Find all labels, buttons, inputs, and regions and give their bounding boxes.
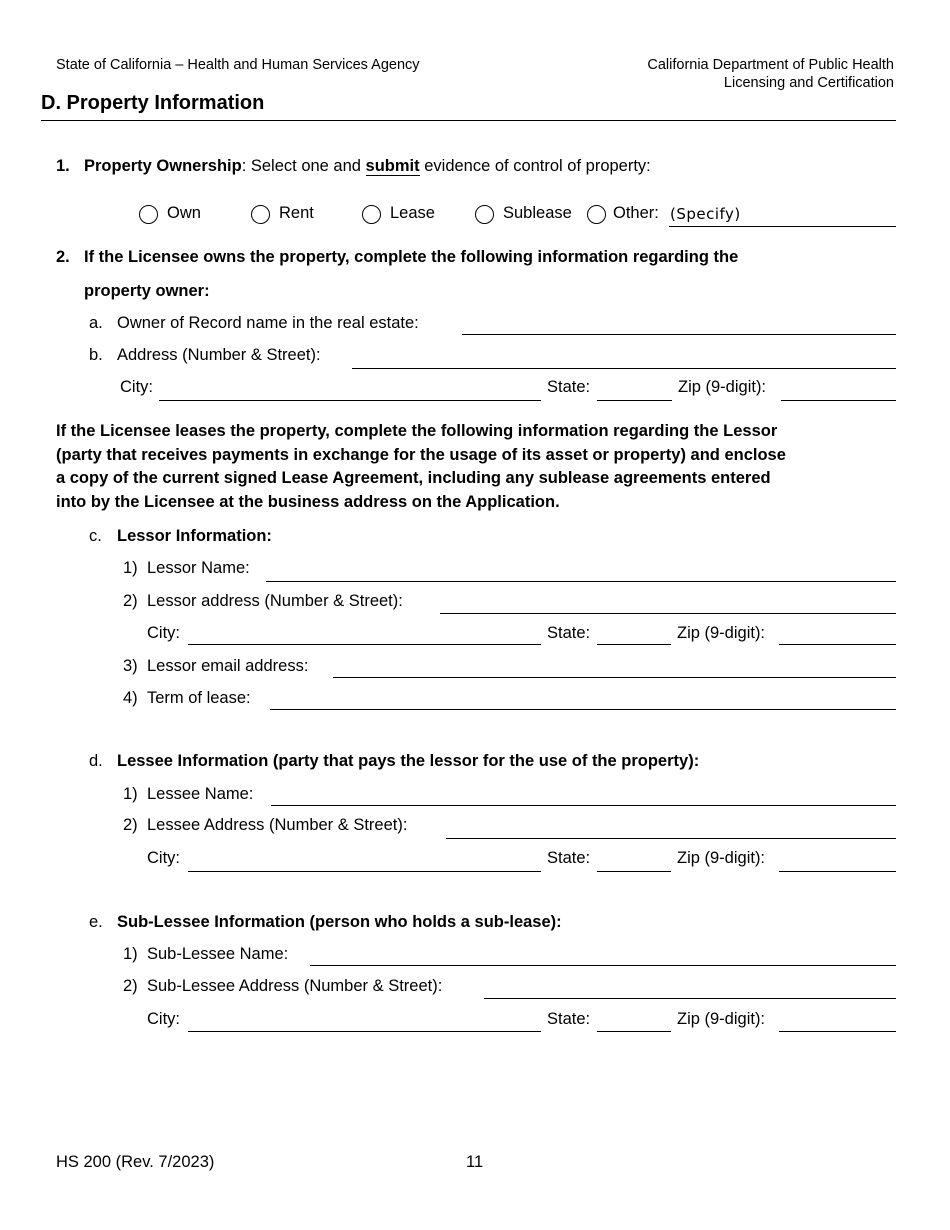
q2-number: 2. xyxy=(56,248,70,266)
lessee-zip-field[interactable] xyxy=(779,850,896,872)
owner-zip-label: Zip (9-digit): xyxy=(678,378,767,396)
section-divider xyxy=(41,120,896,121)
sublessee-zip-label: Zip (9-digit): xyxy=(677,1010,766,1028)
radio-lease[interactable] xyxy=(362,205,381,224)
q2-line2: property owner: xyxy=(84,282,210,300)
c3-num: 3) xyxy=(123,657,138,675)
q1-text-a: : Select one and xyxy=(241,157,366,175)
q1-number: 1. xyxy=(56,157,70,175)
lease-instructions xyxy=(56,420,886,514)
e1-num: 1) xyxy=(123,945,138,963)
sublessee-zip-field[interactable] xyxy=(779,1010,896,1032)
lessor-city-field[interactable] xyxy=(188,623,541,645)
e1-label: Sub-Lessee Name: xyxy=(147,945,289,963)
lessee-zip-label: Zip (9-digit): xyxy=(677,849,766,867)
lease-instructions-line2: (party that receives payments in exchange for the usage of its asset or property) and enclose xyxy=(56,445,786,464)
other-specify-field[interactable] xyxy=(669,205,896,227)
q2b-letter: b. xyxy=(89,346,103,364)
d-letter: d. xyxy=(89,752,103,770)
e-title: Sub-Lessee Information (person who holds a sub-lease): xyxy=(117,913,562,931)
other-specify-placeholder: (Specify) xyxy=(670,205,741,223)
d2-num: 2) xyxy=(123,816,138,834)
radio-rent[interactable] xyxy=(251,205,270,224)
lessor-state-label: State: xyxy=(547,624,591,642)
sublessee-city-field[interactable] xyxy=(188,1010,541,1032)
owner-city-field[interactable] xyxy=(159,379,541,401)
header-division: Licensing and Certification xyxy=(723,75,894,91)
q1-text xyxy=(84,157,651,176)
e2-num: 2) xyxy=(123,977,138,995)
q2-line1: If the Licensee owns the property, complete the following information regarding the xyxy=(84,248,739,266)
lessee-name-field[interactable] xyxy=(271,784,896,806)
radio-other-label: Other: xyxy=(613,204,659,222)
d-title: Lessee Information (party that pays the lessor for the use of the property): xyxy=(117,752,700,770)
owner-state-field[interactable] xyxy=(597,379,672,401)
e-letter: e. xyxy=(89,913,103,931)
sublessee-city-label: City: xyxy=(147,1010,180,1028)
radio-lease-label: Lease xyxy=(390,204,435,222)
owner-address-field[interactable] xyxy=(352,347,896,369)
q2a-letter: a. xyxy=(89,314,103,332)
radio-sublease-label: Sublease xyxy=(503,204,572,222)
q1-text-b: evidence of control of property: xyxy=(419,157,651,175)
footer-form-id: HS 200 (Rev. 7/2023) xyxy=(56,1153,215,1171)
q2b-label: Address (Number & Street): xyxy=(117,346,321,364)
d2-label: Lessee Address (Number & Street): xyxy=(147,816,408,834)
footer-page-number: 11 xyxy=(466,1153,484,1171)
c-letter: c. xyxy=(89,527,102,545)
lessor-zip-label: Zip (9-digit): xyxy=(677,624,766,642)
owner-state-label: State: xyxy=(547,378,591,396)
c-title: Lessor Information: xyxy=(117,527,272,545)
header-department: California Department of Public Health xyxy=(647,57,894,73)
q1-label: Property Ownership xyxy=(84,157,242,175)
sublessee-address-field[interactable] xyxy=(484,977,896,999)
owner-city-label: City: xyxy=(120,378,153,396)
section-title: D. Property Information xyxy=(41,92,265,114)
c1-label: Lessor Name: xyxy=(147,559,250,577)
q1-submit-word: submit xyxy=(365,157,420,175)
e2-label: Sub-Lessee Address (Number & Street): xyxy=(147,977,443,995)
c2-num: 2) xyxy=(123,592,138,610)
sublessee-name-field[interactable] xyxy=(310,944,896,966)
lessor-address-field[interactable] xyxy=(440,592,896,614)
d1-label: Lessee Name: xyxy=(147,785,254,803)
lease-instructions-line1: If the Licensee leases the property, complete the following information regarding the Lessor xyxy=(56,422,778,440)
c4-label: Term of lease: xyxy=(147,689,251,707)
lessor-email-field[interactable] xyxy=(333,656,896,678)
lease-instructions-line3: a copy of the current signed Lease Agreement, including any sublease agreements entered xyxy=(56,469,771,487)
c4-num: 4) xyxy=(123,689,138,707)
lessee-city-field[interactable] xyxy=(188,850,541,872)
radio-own[interactable] xyxy=(139,205,158,224)
lessor-state-field[interactable] xyxy=(597,623,671,645)
radio-sublease[interactable] xyxy=(475,205,494,224)
radio-other[interactable] xyxy=(587,205,606,224)
sublessee-state-field[interactable] xyxy=(597,1010,671,1032)
radio-own-label: Own xyxy=(167,204,201,222)
lessor-name-field[interactable] xyxy=(266,560,896,582)
owner-name-field[interactable] xyxy=(462,313,896,335)
lessor-zip-field[interactable] xyxy=(779,623,896,645)
header-agency: State of California – Health and Human Services Agency xyxy=(56,57,420,73)
d1-num: 1) xyxy=(123,785,138,803)
c3-label: Lessor email address: xyxy=(147,657,309,675)
lease-term-field[interactable] xyxy=(270,688,896,710)
lessor-city-label: City: xyxy=(147,624,180,642)
radio-rent-label: Rent xyxy=(279,204,314,222)
c1-num: 1) xyxy=(123,559,138,577)
owner-zip-field[interactable] xyxy=(781,379,896,401)
lessee-state-field[interactable] xyxy=(597,850,671,872)
lease-instructions-line4: into by the Licensee at the business address on the Application. xyxy=(56,492,560,511)
sublessee-state-label: State: xyxy=(547,1010,591,1028)
lessee-state-label: State: xyxy=(547,849,591,867)
lessee-address-field[interactable] xyxy=(446,817,896,839)
c2-label: Lessor address (Number & Street): xyxy=(147,592,403,610)
lessee-city-label: City: xyxy=(147,849,180,867)
q2a-label: Owner of Record name in the real estate: xyxy=(117,314,419,332)
